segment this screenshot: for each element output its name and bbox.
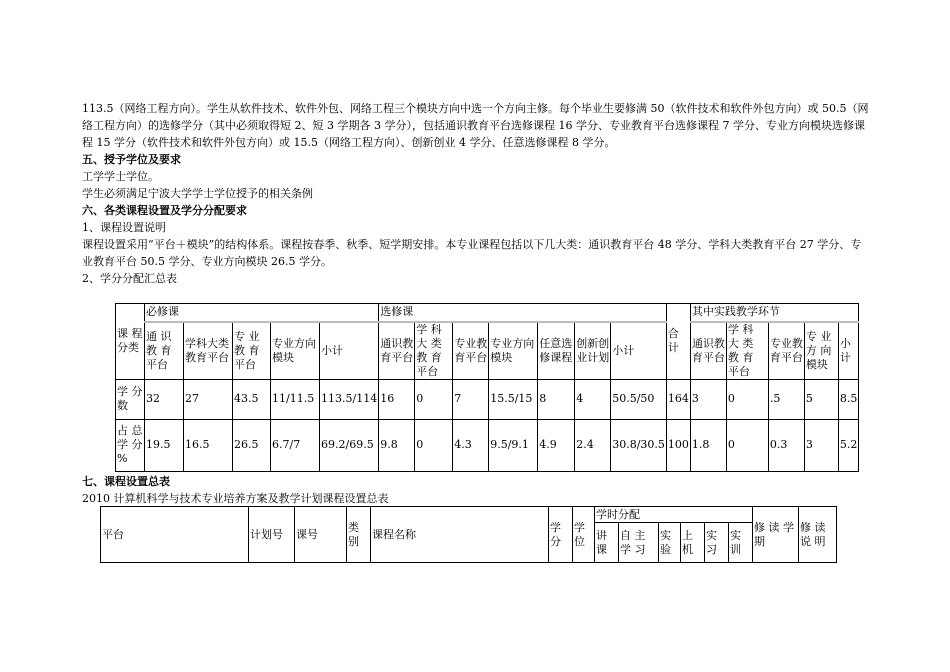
document-body [82,100,872,287]
header-cell: 专业方向 模块 [271,322,320,380]
table-cell: 26.5 [233,419,271,471]
table-cell: 100 [666,419,690,471]
table-cell: 9.5/9.1 [489,419,538,471]
table-cell: 19.5 [145,419,184,471]
table-cell: 3 [690,379,726,419]
table-cell: 3 [804,419,838,471]
paragraph-table-caption: 2010 计算机科学与技术专业培养方案及教学计划课程设置总表 [82,492,389,505]
header-cell: 专业方向 模块 [489,322,538,380]
table-cell: 0 [726,379,768,419]
header-cell: 通识教 育平台 [690,322,726,380]
table-cell: 4.9 [538,419,575,471]
header-cell: 学 科 大 类 教 育 平台 [415,322,453,380]
header-hour-col: 上机 [681,523,705,563]
table-cell: 0 [726,419,768,471]
header-hour-col: 实习 [705,523,729,563]
header-elective-group: 选修课 [379,304,667,322]
header-hour-col: 自 主 学 习 [619,523,659,563]
table-row [116,379,859,419]
table-cell: 32 [145,379,184,419]
table-cell: 0 [415,379,453,419]
header-required-group: 必修课 [145,304,379,322]
header-cell: 通识教 育平台 [379,322,415,380]
table-cell: 11/11.5 [271,379,320,419]
paragraph-degree: 工学学士学位。 [82,170,159,183]
header-cell: 学科大类 教育平台 [184,322,233,380]
subheading-credit-table: 2、学分分配汇总表 [82,272,177,285]
table-cell: 8 [538,379,575,419]
table-cell: 8.5 [838,379,859,419]
header-practice-group: 其中实践教学环节 [690,304,859,322]
credit-summary-table [115,303,859,472]
table-cell: 6.7/7 [271,419,320,471]
paragraph-elective-credits: 113.5（网络工程方向）。学生从软件技术、软件外包、网络工程三个模块方向中选一个方向主修。每个毕业生要修满 50（软件技术和软件外包方向）或 50.5（网络工程方向）的选修学分（其中必须取得短 2、短 3 学期各 3 学分），包括通识教育平台选修课程 16 学分、专业教育平台选修课程 7 学分、专业方向模块选修课程 15 学分（软件技术和软件外包方向）或 15.5（网络工程方向）、创新创业 4 学分、任意选修课程 8 学分。 [82,102,869,149]
header-cell: 小计 [320,322,379,380]
table-row [116,419,859,471]
table-cell: 16.5 [184,419,233,471]
header-course-name: 课程名称 [371,507,549,563]
row-label: 学 分 数 [116,379,145,419]
section-7 [82,473,872,507]
course-overview-table [100,506,837,563]
header-cell: 学 科 大 类 教 育 平台 [726,322,768,380]
table-cell: 5 [804,379,838,419]
table-cell: 4.3 [453,419,489,471]
header-term: 修 读 学 期 [753,507,799,563]
subheading-course-desc: 1、课程设置说明 [82,221,166,234]
table-cell: 16 [379,379,415,419]
paragraph-degree-rule: 学生必须满足宁波大学学士学位授予的相关条例 [82,187,313,200]
header-cell: 专业教 育平台 [768,322,804,380]
header-cell: 小计 [611,322,667,380]
table-cell: 43.5 [233,379,271,419]
header-plan-no: 计划号 [249,507,295,563]
paragraph-course-structure: 课程设置采用“平台＋模块”的结构体系。课程按春季、秋季、短学期安排。本专业课程包括以下几大类：通识教育平台 48 学分、学科大类教育平台 27 学分、专业教育平台 50.5 学分、专业方向模块 26.5 学分。 [82,238,862,268]
table-cell: 2.4 [575,419,611,471]
header-total: 合 计 [666,304,690,380]
table-cell: 0.3 [768,419,804,471]
table-cell: 30.8/30.5 [611,419,667,471]
header-cell: 创新创 业计划 [575,322,611,380]
table-cell: 15.5/15 [489,379,538,419]
header-cell: 专 业 方 向 模块 [804,322,838,380]
table-cell: 0 [415,419,453,471]
header-category: 课 程 分类 [116,304,145,380]
table-cell: 50.5/50 [611,379,667,419]
table-cell: 69.2/69.5 [320,419,379,471]
table-cell: 9.8 [379,419,415,471]
section-heading-degree: 五、授予学位及要求 [82,153,181,166]
table-cell: 113.5/114 [320,379,379,419]
table-cell: 5.2 [838,419,859,471]
table-cell: 1.8 [690,419,726,471]
header-credits: 学分 [549,507,573,563]
section-heading-overview: 七、课程设置总表 [82,475,170,488]
header-hour-col: 实 验 [659,523,681,563]
header-platform: 平台 [101,507,249,563]
header-cell: 通 识 教 育平台 [145,322,184,380]
header-hour-col: 讲课 [595,523,619,563]
header-course-no: 课号 [295,507,347,563]
header-cell: 任意选 修课程 [538,322,575,380]
section-heading-courses: 六、各类课程设置及学分分配要求 [82,204,247,217]
table-cell: 7 [453,379,489,419]
header-hours: 学时分配 [595,507,753,523]
header-cell: 专 业 教 育平台 [233,322,271,380]
header-category: 类别 [347,507,371,563]
table-cell: 164 [666,379,690,419]
header-cell: 小 计 [838,322,859,380]
table-cell: 4 [575,379,611,419]
header-cell: 专业教 育平台 [453,322,489,380]
table-cell: 27 [184,379,233,419]
header-hour-col: 实训 [729,523,753,563]
header-degree: 学 位 [573,507,595,563]
header-note: 修 读 说 明 [799,507,837,563]
table-cell: .5 [768,379,804,419]
row-label: 占 总 学 分 % [116,419,145,471]
